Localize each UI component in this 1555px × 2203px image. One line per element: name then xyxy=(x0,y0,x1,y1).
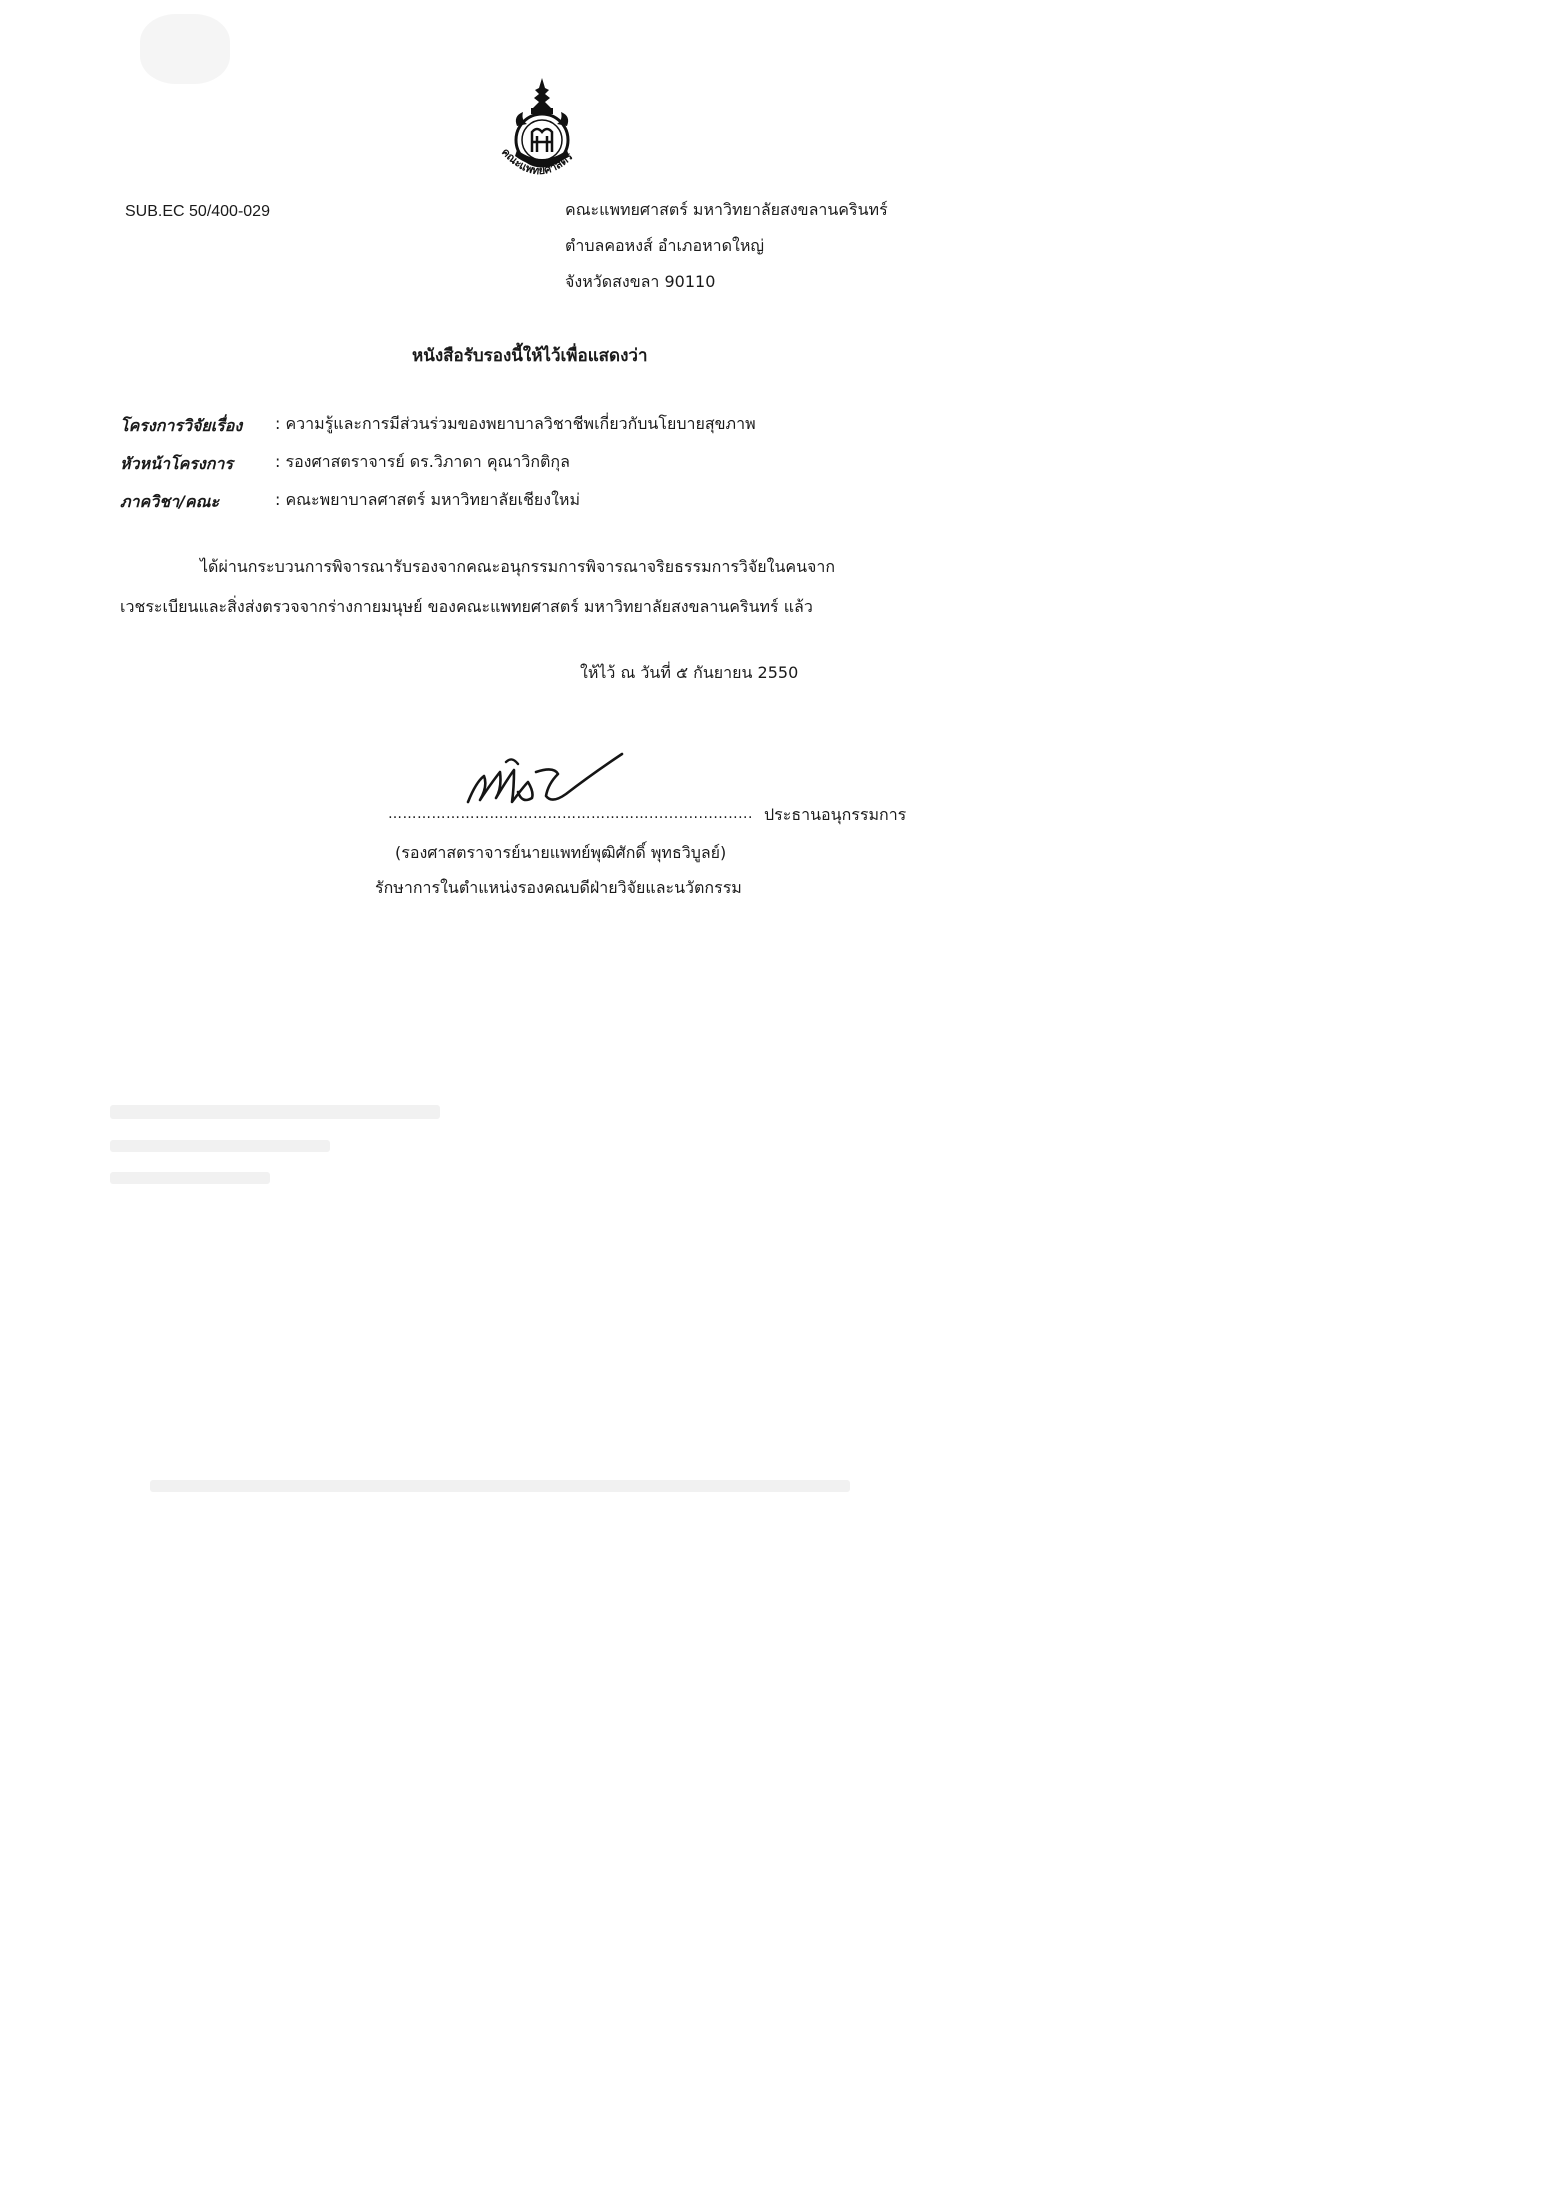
emblem-text: คณะแพทยศาสตร์ xyxy=(498,145,576,178)
address-line-2: ตำบลคอหงส์ อำเภอหาดใหญ่ xyxy=(565,236,764,255)
signer-role: ประธานอนุกรรมการ xyxy=(764,805,907,824)
reference-number: SUB.EC 50/400-029 xyxy=(125,203,270,220)
emblem-icon xyxy=(487,72,597,188)
department-value: : คณะพยาบาลศาสตร์ มหาวิทยาลัยเชียงใหม่ xyxy=(275,490,581,509)
show-through-mark xyxy=(140,14,230,84)
project-title-value: : ความรู้และการมีส่วนร่วมของพยาบาลวิชาชีพเกี่ยวกับนโยบายสุขภาพ xyxy=(275,414,756,433)
show-through-mark xyxy=(110,1172,270,1184)
department-label: ภาควิชา/คณะ xyxy=(120,492,220,511)
address-line-3: จังหวัดสงขลา 90110 xyxy=(565,272,716,291)
address-line-1: คณะแพทยศาสตร์ มหาวิทยาลัยสงขลานครินทร์ xyxy=(565,200,888,219)
handwritten-signature xyxy=(462,742,627,814)
body-line-1: ได้ผ่านกระบวนการพิจารณารับรองจากคณะอนุกรรมการพิจารณาจริยธรรมการวิจัยในคนจาก xyxy=(200,557,836,576)
project-head-value: : รองศาสตราจารย์ ดร.วิภาดา คุณาวิกติกุล xyxy=(275,452,570,471)
faculty-emblem xyxy=(487,72,597,188)
project-title-label: โครงการวิจัยเรื่อง xyxy=(120,416,243,435)
show-through-mark xyxy=(110,1105,440,1119)
signer-name: (รองศาสตราจารย์นายแพทย์พุฒิศักดิ์ พุทธวิบูลย์) xyxy=(395,843,727,862)
signature-icon xyxy=(462,742,627,814)
signature-line: ………………………………………………..................... xyxy=(388,806,753,822)
show-through-mark xyxy=(150,1480,850,1492)
signer-position: รักษาการในตำแหน่งรองคณบดีฝ่ายวิจัยและนวัตกรรม xyxy=(375,878,742,897)
issue-date: ให้ไว้ ณ วันที่ ๕ กันยายน 2550 xyxy=(580,663,799,682)
body-line-2: เวชระเบียนและสิ่งส่งตรวจจากร่างกายมนุษย์ ของคณะแพทยศาสตร์ มหาวิทยาลัยสงขลานครินทร์ แล้ว xyxy=(120,597,813,616)
show-through-mark xyxy=(110,1140,330,1152)
project-head-label: หัวหน้าโครงการ xyxy=(120,454,233,473)
certificate-title: หนังสือรับรองนี้ให้ไว้เพื่อแสดงว่า xyxy=(412,346,648,366)
